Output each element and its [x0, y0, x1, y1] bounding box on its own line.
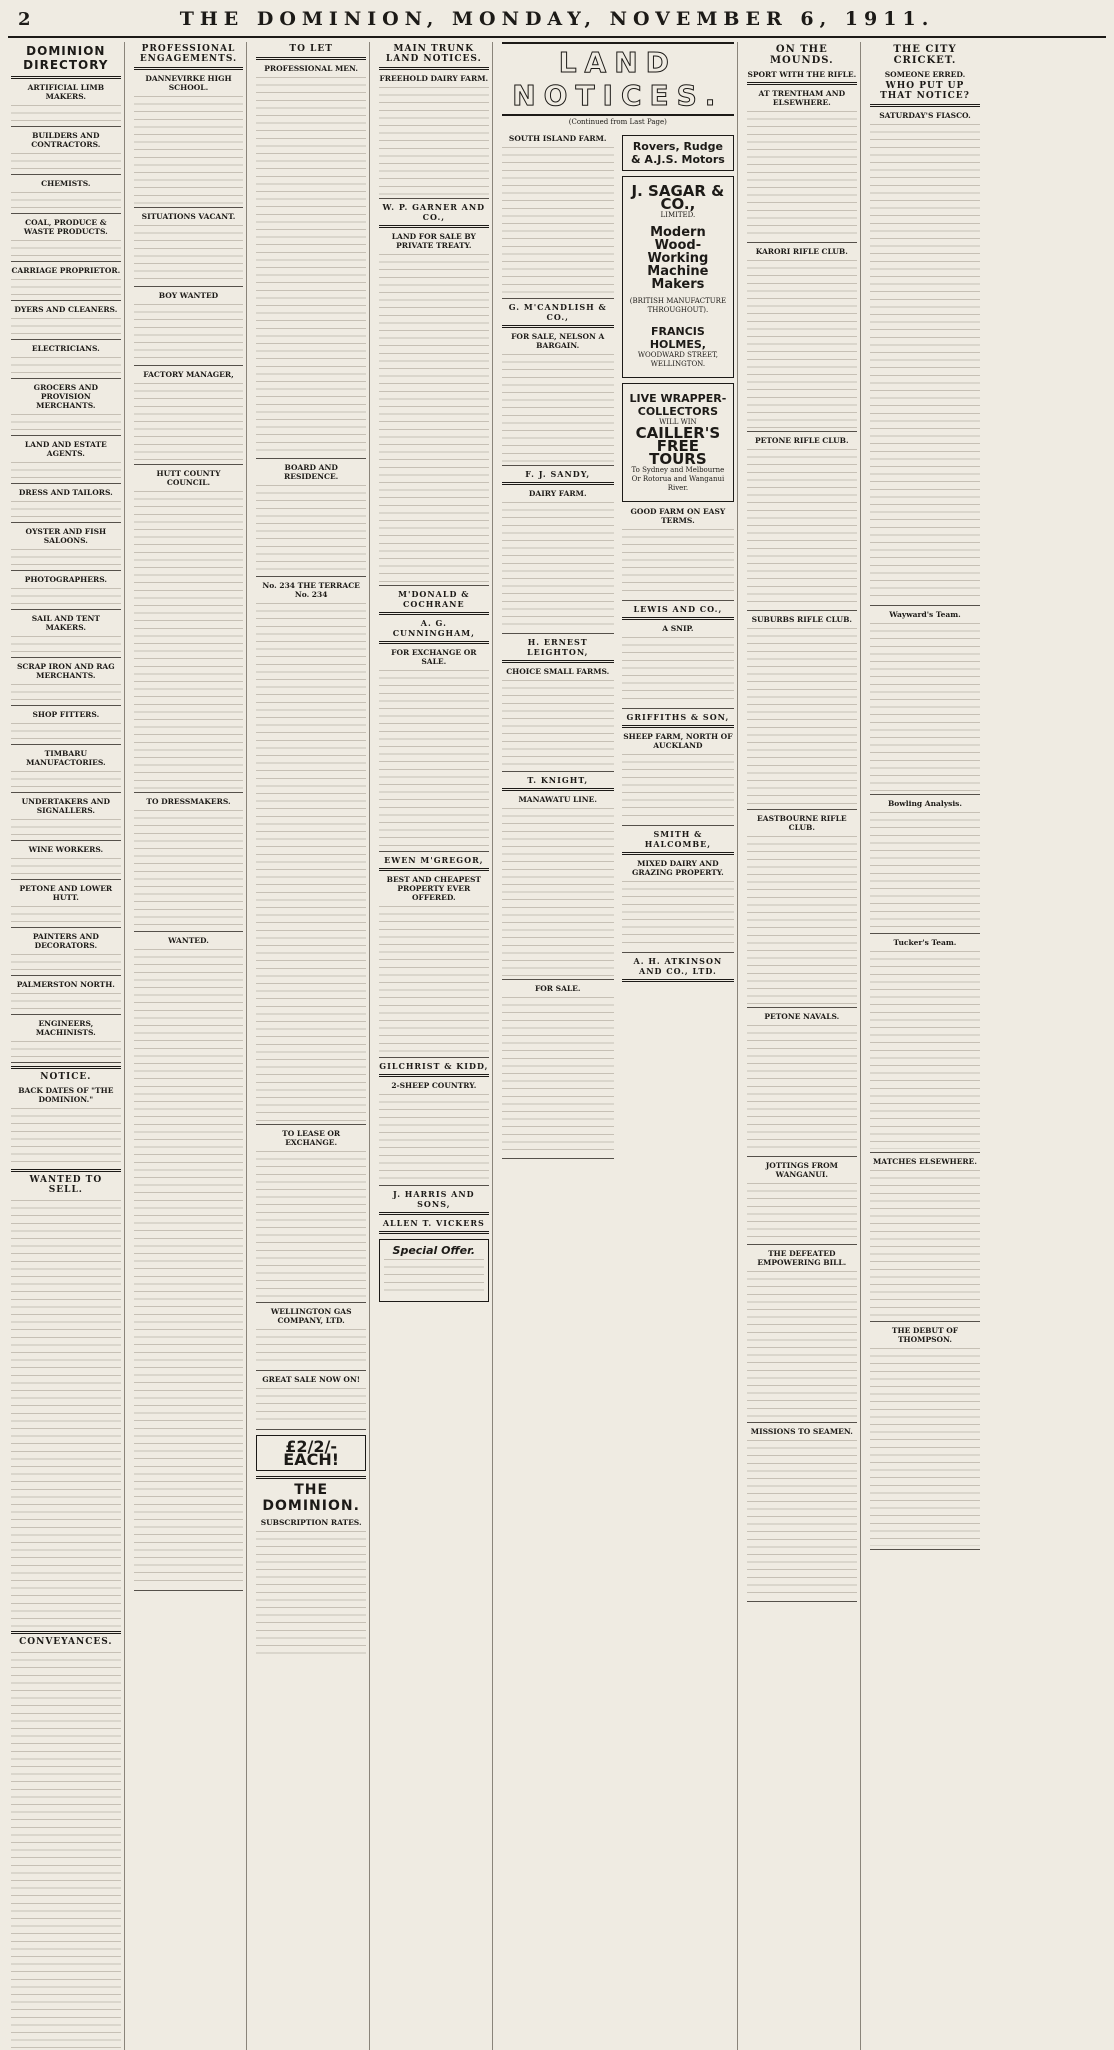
section-heading: Wayward's Team.	[889, 610, 961, 619]
section-heading: CHOICE SMALL FARMS.	[506, 667, 610, 676]
section-heading: FOR EXCHANGE OR SALE.	[391, 648, 477, 666]
section-heading: PETONE RIFLE CLUB.	[754, 436, 849, 445]
directory-heading: DOMINION DIRECTORY	[23, 44, 109, 72]
masthead	[8, 6, 1106, 38]
section-heading: HUTT COUNTY COUNCIL.	[156, 469, 221, 487]
article-text-block	[870, 1168, 981, 1318]
tours-line-3: CAILLER'S FREE TOURS	[635, 424, 721, 468]
section-heading: MANAWATU LINE.	[518, 795, 597, 804]
column-city-cricket	[867, 42, 984, 2050]
section-heading: GREAT SALE NOW ON!	[262, 1375, 361, 1384]
gas-price: £2/2/- EACH!	[283, 1437, 340, 1469]
article-text-block	[502, 145, 614, 295]
section-heading: BUILDERS AND CONTRACTORS.	[31, 131, 101, 149]
section-heading: COAL, PRODUCE & WASTE PRODUCTS.	[23, 218, 108, 236]
notice-subheading: BACK DATES OF "THE DOMINION."	[18, 1086, 114, 1104]
article-text-block	[134, 302, 244, 362]
article-text-block	[870, 810, 981, 930]
article-text-block	[256, 1149, 366, 1299]
section-heading: TO DRESSMAKERS.	[146, 797, 231, 806]
section-heading: MIXED DAIRY AND GRAZING PROPERTY.	[632, 859, 724, 877]
rovers-title: Rovers, Rudge & A.J.S. Motors	[630, 140, 725, 166]
article-text-block	[134, 223, 244, 283]
article-text-block	[11, 151, 121, 171]
section-heading: LAND FOR SALE BY PRIVATE TREATY.	[391, 232, 476, 250]
article-text-block	[134, 94, 244, 204]
article-text-block	[11, 460, 121, 480]
article-text-block	[11, 952, 121, 972]
article-text-block	[747, 1438, 857, 1598]
article-text-block	[11, 412, 121, 432]
section-heading: FACTORY MANAGER,	[143, 370, 234, 379]
section-heading: FOR SALE.	[534, 984, 581, 993]
article-text-block	[256, 75, 366, 455]
column-professional-engagements	[131, 42, 248, 2050]
section-heading: SHOP FITTERS.	[32, 710, 100, 719]
article-text-block	[747, 1023, 857, 1153]
article-text-block	[11, 682, 121, 702]
agent-name: T. KNIGHT,	[527, 775, 589, 785]
agent-name: GILCHRIST & KIDD,	[379, 1061, 489, 1071]
section-heading: AT TRENTHAM AND ELSEWHERE.	[758, 89, 846, 107]
article-text-block	[11, 499, 121, 519]
section-heading: GOOD FARM ON EASY TERMS.	[630, 507, 726, 525]
section-heading: WINE WORKERS.	[28, 845, 104, 854]
article-text-block	[256, 601, 366, 1121]
sagar-line-1: Modern	[650, 225, 706, 240]
gas-company-ad	[256, 1435, 366, 1471]
sagar-note: (BRITISH MANUFACTURE THROUGHOUT).	[629, 297, 727, 314]
land-notices-title: LAND NOTICES.	[502, 42, 734, 116]
section-heading: PALMERSTON NORTH.	[16, 980, 115, 989]
section-heading: DRESS AND TAILORS.	[18, 488, 113, 497]
article-text-block	[747, 258, 857, 428]
cricket-subheading: SOMEONE ERRED.	[884, 70, 966, 79]
section-heading: THE DEFEATED EMPOWERING BILL.	[757, 1249, 847, 1267]
section-heading: EASTBOURNE RIFLE CLUB.	[757, 814, 847, 832]
tours-line-2: WILL WIN	[659, 418, 697, 426]
article-text-block	[747, 109, 857, 239]
section-heading: A SNIP.	[662, 624, 694, 633]
article-text-block	[11, 190, 121, 210]
article-text-block	[134, 489, 244, 789]
professional-engagements-heading: PROFESSIONAL ENGAGEMENTS.	[139, 44, 238, 64]
article-text-block	[870, 1346, 981, 1546]
section-heading: GROCERS AND PROVISION MERCHANTS.	[33, 383, 98, 410]
section-heading: No. 234 THE TERRACE No. 234	[262, 581, 360, 599]
section-heading: TO LEASE OR EXCHANGE.	[282, 1129, 341, 1147]
article-text-block	[747, 1181, 857, 1241]
article-text-block	[747, 447, 857, 607]
section-heading: ARTIFICIAL LIMB MAKERS.	[27, 83, 105, 101]
land-notices-subtitle: (Continued from Last Page)	[568, 118, 667, 126]
article-text-block	[502, 995, 614, 1155]
article-text-block	[256, 1327, 366, 1367]
agent-name: EWEN M'GREGOR,	[384, 855, 484, 865]
section-heading: MATCHES ELSEWHERE.	[872, 1157, 977, 1166]
article-text-block	[870, 621, 981, 791]
section-heading: DYERS AND CLEANERS.	[14, 305, 118, 314]
section-heading: BEST AND CHEAPEST PROPERTY EVER OFFERED.	[386, 875, 482, 902]
section-heading: CARRIAGE PROPRIETOR.	[11, 266, 121, 275]
section-heading: SOUTH ISLAND FARM.	[508, 134, 607, 143]
section-heading: WELLINGTON GAS COMPANY, LTD.	[270, 1307, 352, 1325]
tours-line-1: LIVE WRAPPER-COLLECTORS	[629, 392, 727, 418]
agent-name: SMITH & HALCOMBE,	[644, 829, 712, 849]
article-text-block	[11, 547, 121, 567]
article-text-block	[11, 316, 121, 336]
article-text-block	[11, 991, 121, 1011]
section-heading: KARORI RIFLE CLUB.	[755, 247, 848, 256]
section-heading: 2-SHEEP COUNTRY.	[391, 1081, 477, 1090]
subscription-rates-heading: SUBSCRIPTION RATES.	[260, 1518, 362, 1527]
article-text-block	[502, 678, 614, 768]
agent-name: H. ERNEST LEIGHTON,	[527, 637, 589, 657]
article-text-block	[747, 1269, 857, 1419]
agent-name: A. G. CUNNINGHAM,	[392, 618, 475, 638]
article-text-block	[622, 879, 734, 949]
section-heading: SUBURBS RIFLE CLUB.	[751, 615, 853, 624]
agent-name: ALLEN T. VICKERS	[382, 1218, 485, 1228]
article-text-block	[256, 1386, 366, 1426]
cricket-question: WHO PUT UP THAT NOTICE?	[880, 81, 970, 101]
article-text-block	[502, 806, 614, 976]
article-text-block	[502, 352, 614, 462]
land-notices-section	[499, 42, 738, 2050]
article-text-block	[11, 355, 121, 375]
section-heading: Bowling Analysis.	[887, 799, 963, 808]
section-heading: CHEMISTS.	[41, 179, 91, 188]
sagar-name: J. SAGAR & CO.,	[631, 182, 725, 213]
article-text-block	[379, 252, 489, 582]
special-offer-box	[379, 1239, 489, 1302]
article-text-block	[11, 238, 121, 258]
column-on-the-mounds	[744, 42, 861, 2050]
article-text-block	[256, 483, 366, 573]
article-text-block	[870, 949, 981, 1149]
to-let-heading: TO LET	[289, 44, 333, 54]
column-to-let	[253, 42, 370, 2050]
article-text-block	[11, 103, 121, 123]
section-heading: PHOTOGRAPHERS.	[24, 575, 107, 584]
article-text-block	[11, 721, 121, 741]
agent-name: J. HARRIS AND SONS,	[393, 1189, 475, 1209]
section-heading: FOR SALE, NELSON A BARGAIN.	[511, 332, 605, 350]
section-heading: PETONE AND LOWER HUTT.	[19, 884, 113, 902]
sagar-limited: LIMITED.	[660, 211, 696, 219]
sagar-ad	[622, 176, 734, 378]
section-heading: LAND AND ESTATE AGENTS.	[24, 440, 107, 458]
wanted-to-sell-heading: WANTED TO SELL.	[29, 1175, 103, 1195]
section-heading: TIMBARU MANUFACTORIES.	[26, 749, 106, 767]
article-text-block	[622, 527, 734, 597]
page-number: 2	[18, 9, 31, 30]
agent-name: F. J. SANDY,	[525, 469, 591, 479]
section-heading: PETONE NAVALS.	[764, 1012, 840, 1021]
article-text-block	[379, 904, 489, 1054]
main-trunk-heading: MAIN TRUNK LAND NOTICES.	[385, 44, 482, 64]
cailler-tours-ad	[622, 383, 734, 502]
notice-heading: NOTICE.	[40, 1072, 92, 1082]
dominion-subscription-title: THE DOMINION.	[262, 1482, 360, 1514]
section-heading: PROFESSIONAL MEN.	[264, 64, 359, 73]
column-dominion-directory	[8, 42, 125, 2050]
agent-name: GRIFFITHS & SON,	[626, 712, 730, 722]
article-text-block	[11, 817, 121, 837]
article-text-block	[379, 668, 489, 848]
article-text-block	[747, 834, 857, 1004]
section-heading: MISSIONS TO SEAMEN.	[750, 1427, 853, 1436]
article-text-block	[747, 626, 857, 806]
section-heading: PAINTERS AND DECORATORS.	[32, 932, 99, 950]
section-heading: UNDERTAKERS AND SIGNALLERS.	[21, 797, 111, 815]
article-text-block	[870, 122, 981, 602]
mounds-heading: ON THE MOUNDS.	[769, 44, 834, 66]
agent-name: G. M'CANDLISH & CO.,	[508, 302, 607, 322]
section-heading: DAIRY FARM.	[528, 489, 587, 498]
article-text-block	[134, 381, 244, 461]
section-heading: OYSTER AND FISH SALOONS.	[25, 527, 107, 545]
article-text-block	[11, 856, 121, 876]
conveyances-heading: CONVEYANCES.	[19, 1637, 113, 1647]
rovers-motors-ad	[622, 135, 734, 171]
sagar-line-3: Machine Makers	[647, 264, 709, 292]
mounds-subheading: SPORT WITH THE RIFLE.	[747, 70, 857, 79]
special-offer-title: Special Offer.	[392, 1244, 476, 1257]
article-text-block	[134, 808, 244, 928]
article-text-block	[379, 1092, 489, 1182]
article-text-block	[502, 500, 614, 630]
article-text-block	[11, 277, 121, 297]
section-heading: ELECTRICIANS.	[31, 344, 100, 353]
section-heading: THE DEBUT OF THOMPSON.	[891, 1326, 959, 1344]
section-heading: SAIL AND TENT MAKERS.	[31, 614, 100, 632]
section-heading: JOTTINGS FROM WANGANUI.	[765, 1161, 838, 1179]
holmes-name: FRANCIS HOLMES,	[649, 325, 706, 351]
holmes-address: WOODWARD STREET, WELLINGTON.	[637, 351, 718, 368]
section-heading: SCRAP IRON AND RAG MERCHANTS.	[16, 662, 115, 680]
section-heading: SHEEP FARM, NORTH OF AUCKLAND	[623, 732, 733, 750]
section-heading: BOY WANTED	[158, 291, 219, 300]
cricket-heading: THE CITY CRICKET.	[893, 44, 957, 66]
article-text-block	[622, 635, 734, 705]
section-heading: BOARD AND RESIDENCE.	[284, 463, 339, 481]
article-text-block	[11, 586, 121, 606]
newspaper-title: THE DOMINION, MONDAY, NOVEMBER 6, 1911.	[179, 8, 935, 30]
article-text-block	[622, 752, 734, 822]
article-text-block	[11, 634, 121, 654]
agent-name: M'DONALD & COCHRANE	[398, 589, 470, 609]
article-text-block	[11, 769, 121, 789]
article-text-block	[379, 85, 489, 195]
section-heading: SITUATIONS VACANT.	[141, 212, 236, 221]
agent-name: LEWIS AND CO.,	[633, 604, 723, 614]
article-text-block	[134, 947, 244, 1587]
article-text-block	[11, 1039, 121, 1059]
section-heading: DANNEVIRKE HIGH SCHOOL.	[145, 74, 232, 92]
section-heading: WANTED.	[168, 936, 209, 945]
article-text-block	[11, 904, 121, 924]
column-main-trunk-land	[376, 42, 493, 2050]
agent-name: W. P. GARNER AND CO.,	[382, 202, 486, 222]
agent-name: A. H. ATKINSON AND CO., LTD.	[633, 956, 723, 976]
sagar-line-2: Wood-Working	[647, 238, 709, 266]
section-heading: Tucker's Team.	[893, 938, 957, 947]
section-heading: SATURDAY'S FIASCO.	[879, 111, 971, 120]
section-heading: FREEHOLD DAIRY FARM.	[379, 74, 489, 83]
section-heading: ENGINEERS, MACHINISTS.	[35, 1019, 96, 1037]
tours-line-4: To Sydney and Melbourne Or Rotorua and Wanganui River.	[631, 466, 725, 492]
